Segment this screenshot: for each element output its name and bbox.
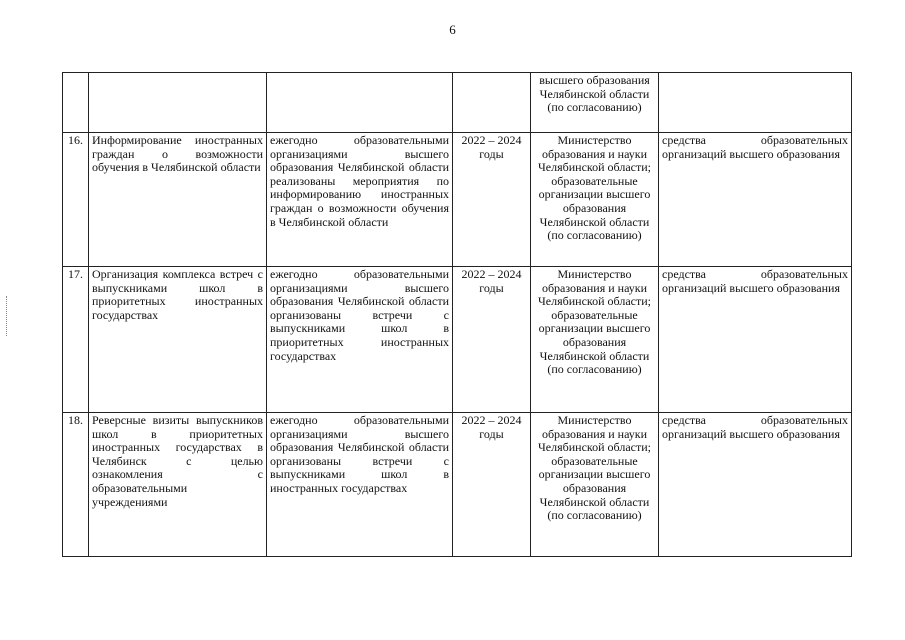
funding-source: средства образовательных организаций высшего образования bbox=[659, 133, 852, 267]
expected-result: ежегодно образовательными организациями высшего образования Челябинской области организованы встречи с выпускниками школ в приоритетных иностранных государствах bbox=[267, 267, 453, 413]
cell-result bbox=[267, 73, 453, 133]
row-number: 17. bbox=[63, 267, 89, 413]
responsible-executors: Министерство образования и науки Челябинской области; образовательные организации высшего образования Челябинской области (по согласованию) bbox=[531, 267, 659, 413]
event-name: Информирование иностранных граждан о возможности обучения в Челябинской области bbox=[89, 133, 267, 267]
table-row bbox=[63, 413, 852, 557]
responsible-executors: Министерство образования и науки Челябинской области; образовательные организации высшего образования Челябинской области (по согласованию) bbox=[531, 133, 659, 267]
funding-source: средства образовательных организаций высшего образования bbox=[659, 267, 852, 413]
event-name: Организация комплекса встреч с выпускниками школ в приоритетных иностранных государствах bbox=[89, 267, 267, 413]
page-number: 6 bbox=[449, 22, 456, 37]
implementation-period: 2022 – 2024 годы bbox=[453, 267, 531, 413]
cell-source bbox=[659, 73, 852, 133]
event-name: Реверсные визиты выпускников школ в приоритетных иностранных государствах в Челябинск с целью ознакомления с образовательными учреждениями bbox=[89, 413, 267, 557]
expected-result: ежегодно образовательными организациями высшего образования Челябинской области организованы встречи с выпускниками школ в иностранных государствах bbox=[267, 413, 453, 557]
table-row bbox=[63, 267, 852, 413]
cell-num bbox=[63, 73, 89, 133]
margin-scan-marks bbox=[6, 296, 9, 336]
cell-event bbox=[89, 73, 267, 133]
cell-executors: высшего образования Челябинской области (по согласованию) bbox=[531, 73, 659, 133]
implementation-period: 2022 – 2024 годы bbox=[453, 413, 531, 557]
cell-period bbox=[453, 73, 531, 133]
row-number: 18. bbox=[63, 413, 89, 557]
responsible-executors: Министерство образования и науки Челябинской области; образовательные организации высшего образования Челябинской области (по согласованию) bbox=[531, 413, 659, 557]
funding-source: средства образовательных организаций высшего образования bbox=[659, 413, 852, 557]
implementation-period: 2022 – 2024 годы bbox=[453, 133, 531, 267]
table-row bbox=[63, 133, 852, 267]
expected-result: ежегодно образовательными организациями высшего образования Челябинской области реализованы мероприятия по информированию иностранных граждан о возможности обучения в Челябинской области bbox=[267, 133, 453, 267]
row-number: 16. bbox=[63, 133, 89, 267]
table-row-continuation bbox=[63, 73, 852, 133]
measures-table bbox=[62, 72, 852, 557]
